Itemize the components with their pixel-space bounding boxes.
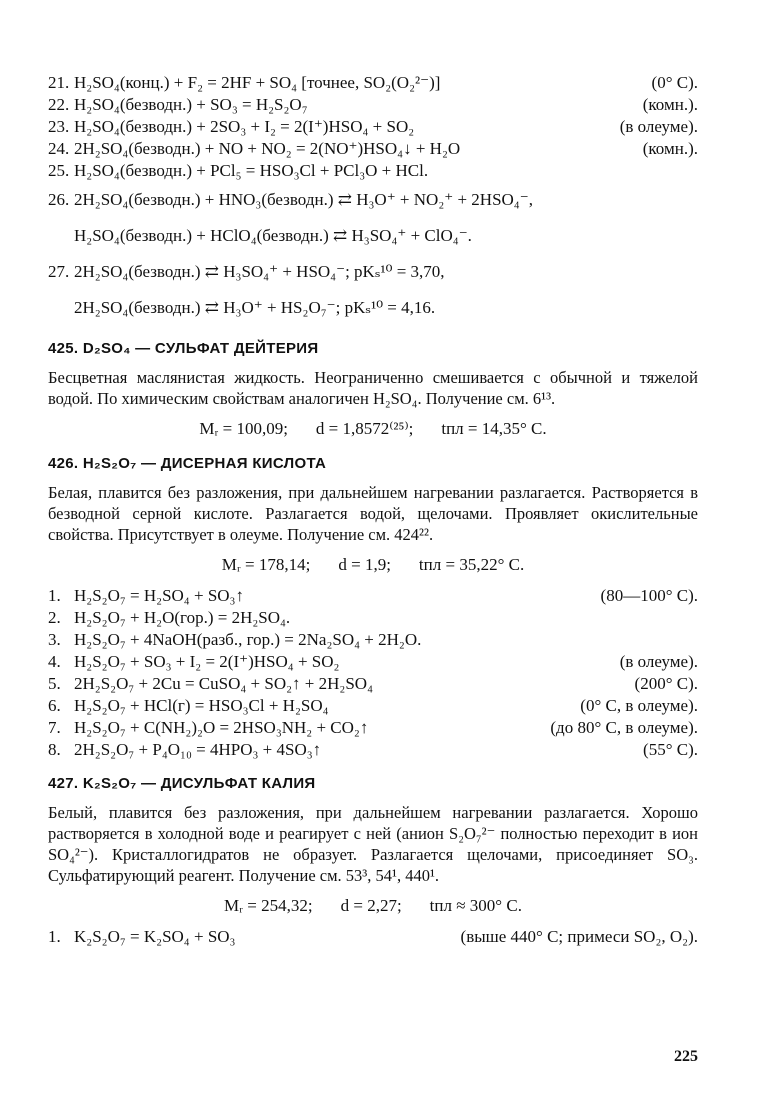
reaction-line: 22. H₂SO₄(безводн.) + SO₃ = H₂S₂O₇ (комн.). [48, 95, 698, 114]
section-heading-426: 426. H₂S₂O₇ — ДИСЕРНАЯ КИСЛОТА [48, 455, 327, 472]
section-heading-427: 427. K₂S₂O₇ — ДИСУЛЬФАТ КАЛИЯ [48, 775, 316, 792]
reactions-21-25 [48, 72, 698, 182]
reaction-line: 27. 2H₂SO₄(безводн.) ⇄ H₃SO₄⁺ + HSO₄⁻; pKₛ¹⁰ = 3,70, [48, 262, 445, 281]
reaction-line: 21. H₂SO₄(конц.) + F₂ = 2HF + SO₄ [точнее, SO₂(O₂²⁻)] (0° C). [48, 73, 698, 92]
section-heading-425: 425. D₂SO₄ — СУЛЬФАТ ДЕЙТЕРИЯ [48, 340, 319, 357]
reaction-line: 25. H₂SO₄(безводн.) + PCl₅ = HSO₃Cl + PCl₃O + HCl. [48, 161, 429, 180]
properties-425 [48, 417, 698, 441]
reaction-line: 23. H₂SO₄(безводн.) + 2SO₃ + I₂ = 2(I⁺)HSO₄ + SO₂ (в олеуме). [48, 117, 698, 136]
reaction-line: 24. 2H₂SO₄(безводн.) + NO + NO₂ = 2(NO⁺)HSO₄↓ + H₂O (комн.). [48, 139, 698, 158]
section-description-427: Белый, плавится без разложения, при дальнейшем нагревании разлагается. Хорошо растворяется в холодной воде и реагирует с ней (анион S₂O₇²⁻ полностью переходит в ион SO₄²⁻). Кристаллогидратов не образует. Разлагается щелочами, присоединяет SO₃. Сульфатирующий реагент. Получение см. 53³, 54¹, 440¹. [48, 803, 698, 885]
reaction-line: 1. K₂S₂O₇ = K₂SO₄ + SO₃ (выше 440° C; примеси SO₂, O₂). [48, 927, 698, 946]
reaction-line: 1. H₂S₂O₇ = H₂SO₄ + SO₃↑ (80—100° C). [48, 586, 698, 605]
molar-mass: Mᵣ = 254,32; [224, 896, 313, 915]
melting-point: tпл = 35,22° C. [418, 555, 525, 574]
reaction-line: 26. 2H₂SO₄(безводн.) + HNO₃(безводн.) ⇄ H₃O⁺ + NO₂⁺ + 2HSO₄⁻, [48, 190, 533, 209]
reaction-line: 5. 2H₂S₂O₇ + 2Cu = CuSO₄ + SO₂↑ + 2H₂SO₄ (200° C). [48, 674, 698, 693]
section-description-426: Белая, плавится без разложения, при дальнейшем нагревании разлагается. Растворяется в безводной серной кислоте. Разлагается водой, щелочами. Проявляет окислительные свойства. Присутствует в олеуме. Получение см. 424²². [48, 483, 698, 544]
molar-mass: Mᵣ = 100,09; [199, 419, 288, 438]
reaction-line: 3. H₂S₂O₇ + 4NaOH(разб., гор.) = 2Na₂SO₄ + 2H₂O. [48, 630, 422, 649]
density: d = 1,9; [338, 555, 391, 574]
density: d = 1,8572⁽²⁵⁾; [315, 419, 414, 438]
molar-mass: Mᵣ = 178,14; [221, 555, 311, 574]
reaction-line: 7. H₂S₂O₇ + C(NH₂)₂O = 2HSO₃NH₂ + CO₂↑ (до 80° C, в олеуме). [48, 718, 698, 737]
reaction-line: H₂SO₄(безводн.) + HClO₄(безводн.) ⇄ H₃SO₄⁺ + ClO₄⁻. [74, 226, 472, 245]
density: d = 2,27; [340, 896, 402, 915]
reaction-line: 2H₂SO₄(безводн.) ⇄ H₃O⁺ + HS₂O₇⁻; pKₛ¹⁰ = 4,16. [74, 298, 436, 317]
reaction-line: 8. 2H₂S₂O₇ + P₄O₁₀ = 4HPO₃ + 4SO₃↑ (55° C). [48, 740, 698, 759]
reactions-427 [48, 926, 698, 948]
reaction-line: 2. H₂S₂O₇ + H₂O(гор.) = 2H₂SO₄. [48, 608, 291, 627]
reactions-26-27 [48, 182, 698, 326]
section-description-425: Бесцветная маслянистая жидкость. Неограниченно смешивается с обычной и тяжелой водой. По химическим свойствам аналогичен H₂SO₄. Получение см. 6¹³. [48, 368, 698, 408]
reactions-426 [48, 585, 698, 761]
melting-point: tпл ≈ 300° C. [429, 896, 522, 915]
page-content [48, 72, 698, 948]
reaction-line: 6. H₂S₂O₇ + HCl(г) = HSO₃Cl + H₂SO₄ (0° C, в олеуме). [48, 696, 698, 715]
properties-427 [48, 894, 698, 918]
melting-point: tпл = 14,35° C. [441, 419, 547, 438]
reaction-line: 4. H₂S₂O₇ + SO₃ + I₂ = 2(I⁺)HSO₄ + SO₂ (в олеуме). [48, 652, 698, 671]
properties-426 [48, 553, 698, 577]
page-number: 225 [674, 1048, 698, 1065]
